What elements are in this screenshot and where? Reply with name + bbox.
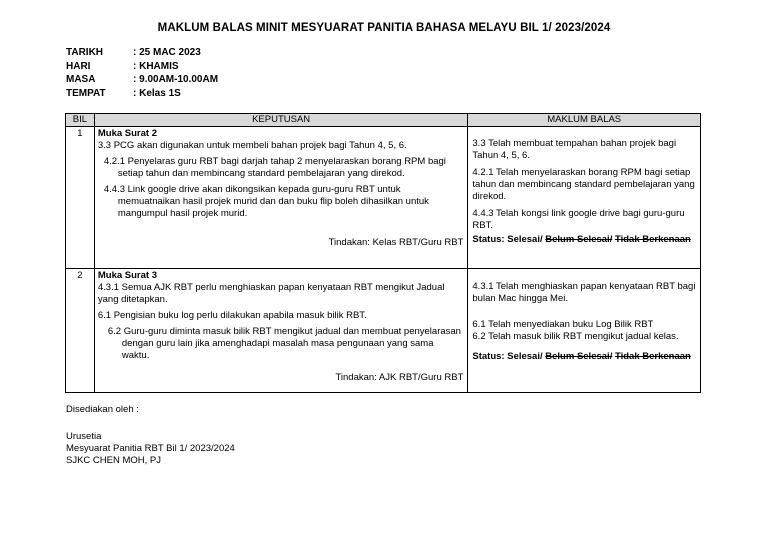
secretariat-label: Urusetia [66,431,102,442]
time-label: MASA [66,74,96,85]
keputusan-cell [94,269,468,393]
decision-item: 4.4.3 Link google drive akan dikongsikan kepada guru-guru RBT untuk memuatnaikan hasil projek murid dan dan buku flip boleh dihasilkan untuk mangumpul hasil projek murid. [103,184,429,219]
minutes-table [65,113,701,393]
feedback-item: 4.3.1 Telah menghiaskan papan kenyataan RBT bagi bulan Mac hingga Mei. [472,281,696,304]
feedback-item: 6.2 Telah masuk bilik RBT mengikut jadual kelas. [472,331,679,342]
row-heading: Muka Surat 3 [97,270,158,281]
feedback-item: 4.2.1 Telah menyelaraskan borang RPM bagi setiap tahun dan membincang standard pembelajaran yang direkod. [472,167,695,202]
header-bil: BIL [66,114,95,127]
decision-item: 6.2 Guru-guru diminta masuk bilik RBT mengikut jadual dan membuat penyelarasan dengan guru lain jika amenghadapi masalah masa pengunaan yang sama waktu. [107,326,461,361]
keputusan-cell [94,127,468,269]
decision-item: 4.2.1 Penyelaras guru RBT bagi darjah tahap 2 menyelaraskan borang RPM bagi setiap tahun dan membincang standard pembelajaran yang direkod. [103,156,446,179]
header-maklum-balas: MAKLUM BALAS [468,114,701,127]
day-value: : KHAMIS [133,60,179,72]
prepared-by-label: Disediakan oleh : [66,404,139,415]
day-label: HARI [66,60,91,72]
meeting-name: Mesyuarat Panitia RBT Bil 1/ 2023/2024 [66,443,235,454]
status-line [472,351,696,363]
status-belum-selesai: Belum Selesai/ [545,351,613,362]
status-label: Status: Selesai/ [472,234,543,245]
time-value: : 9.00AM-10.00AM [133,74,219,85]
meta-row-time [66,73,218,87]
meta-row-date [66,46,218,60]
action-note: Tindakan: Kelas RBT/Guru RBT [328,237,464,248]
meeting-details [66,46,218,100]
row-number: 2 [77,270,83,281]
document-footer [66,404,235,467]
status-tidak-berkenaan: Tidak Berkenaan [614,234,691,245]
decision-item: 3.3 PCG akan digunakan untuk membeli bahan projek bagi Tahun 4, 5, 6. [97,140,407,151]
place-value: : Kelas 1S [133,87,181,99]
bil-cell [66,127,95,269]
feedback-item: 6.1 Telah menyediakan buku Log Bilik RBT [472,319,654,330]
status-line [472,234,696,246]
status-belum-selesai: Belum Selesai/ [545,234,613,245]
row-number: 1 [77,128,83,139]
header-keputusan: KEPUTUSAN [94,114,468,127]
maklum-balas-cell [468,127,701,269]
document-title: MAKLUM BALAS MINIT MESYUARAT PANITIA BAHASA MELAYU BIL 1/ 2023/2024 [157,22,611,34]
meta-row-day [66,60,218,74]
place-label: TEMPAT [66,87,106,99]
status-label: Status: Selesai/ [472,351,543,362]
bil-cell [66,269,95,393]
maklum-balas-cell [468,269,701,393]
feedback-item: 3.3 Telah membuat tempahan bahan projek bagi Tahun 4, 5, 6. [472,138,677,161]
table-row [66,127,701,269]
date-value: : 25 MAC 2023 [133,47,201,58]
row-heading: Muka Surat 2 [97,128,158,139]
meta-row-place [66,87,218,101]
date-label: TARIKH [66,47,104,58]
decision-item: 6.1 Pengisian buku log perlu dilakukan apabila masuk bilik RBT. [97,310,367,321]
school-name: SJKC CHEN MOH, PJ [66,455,162,466]
action-note: Tindakan: AJK RBT/Guru RBT [335,372,464,383]
decision-item: 4.3.1 Semua AJK RBT perlu menghiaskan papan kenyataan RBT mengikut Jadual yang ditetapkan. [97,282,445,305]
status-tidak-berkenaan: Tidak Berkenaan [614,351,691,362]
table-row [66,269,701,393]
table-header-row [66,114,701,127]
feedback-item: 4.4.3 Telah kongsi link google drive bagi guru-guru RBT. [472,208,685,231]
